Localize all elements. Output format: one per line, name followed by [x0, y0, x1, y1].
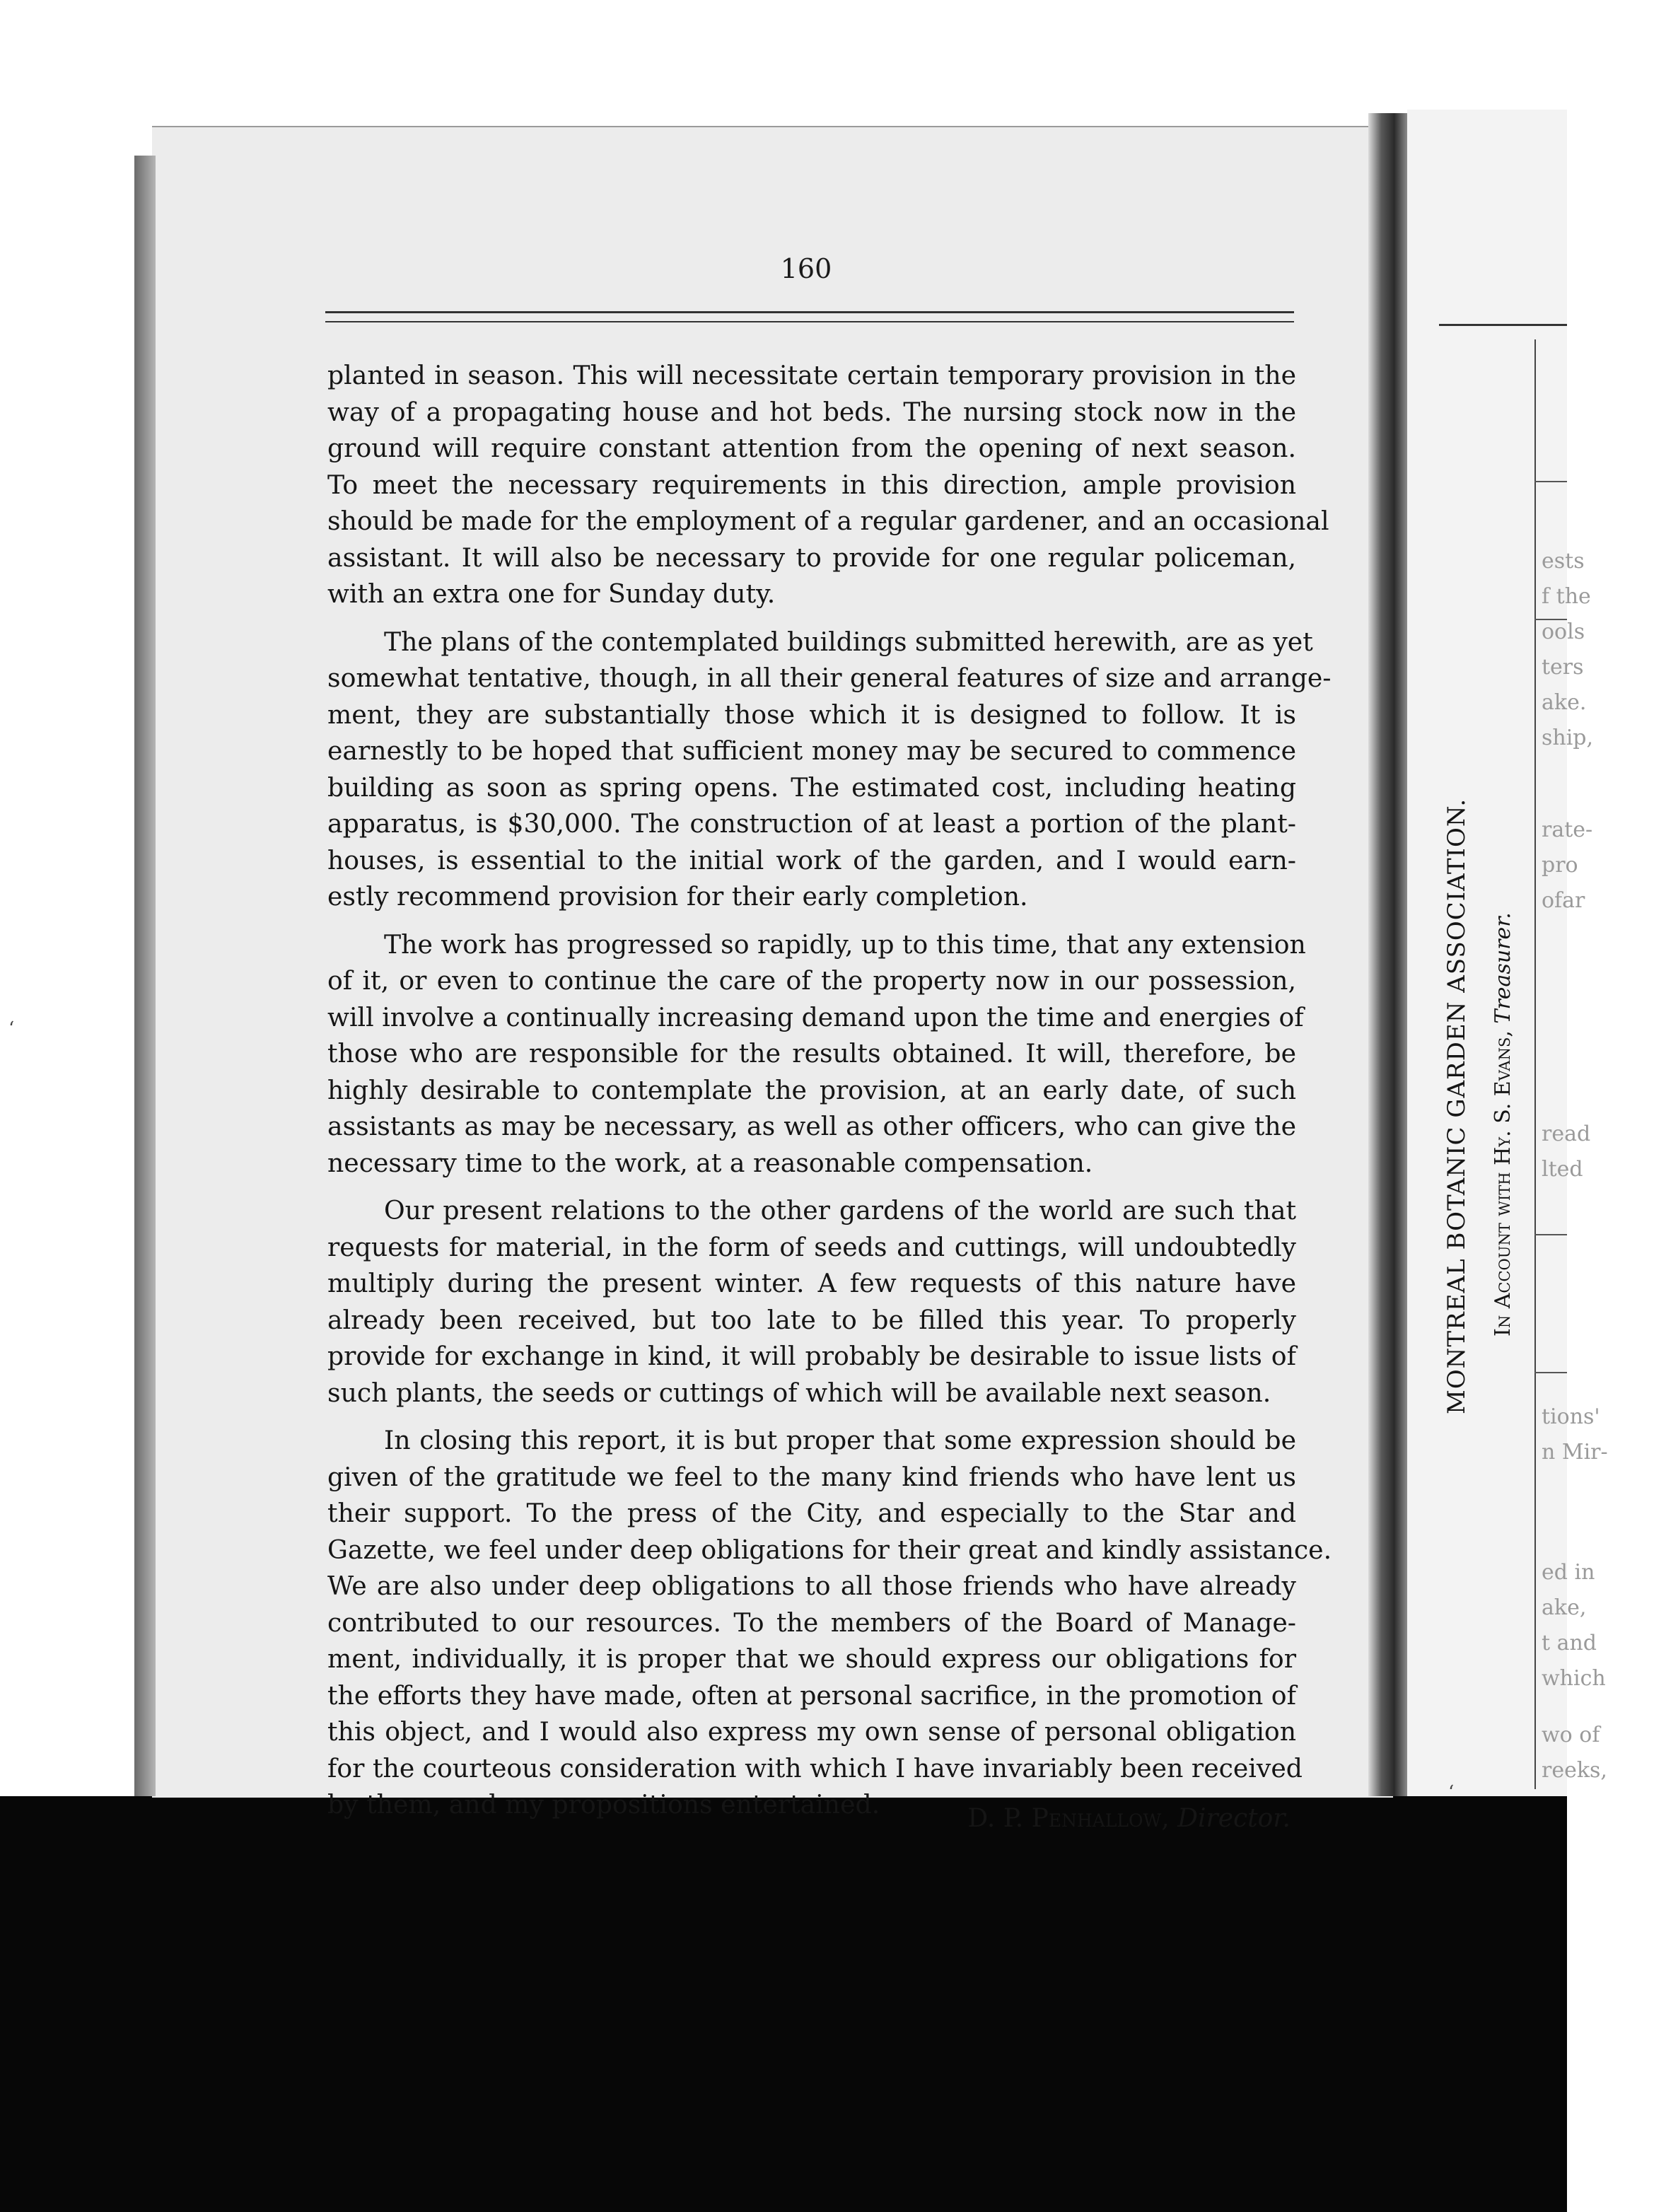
- text-line: for the courteous consideration with which I have invariably been received: [327, 1752, 1303, 1783]
- bleed-text: ed in: [1542, 1560, 1595, 1585]
- signature-name: D. P. Penhallow,: [967, 1804, 1170, 1833]
- text-line: The work has progressed so rapidly, up to this time, that any extension: [384, 929, 1306, 960]
- right-page: [1407, 110, 1567, 1796]
- text-line: this object, and I would also express my own sense of personal obligation: [327, 1716, 1296, 1747]
- text-line: building as soon as spring opens. The estimated cost, including heating: [327, 772, 1296, 803]
- paragraph-2: [327, 624, 1332, 915]
- paragraph-5: [327, 1422, 1332, 1823]
- speck-mark: ‘: [8, 1018, 15, 1040]
- paragraph-3: [327, 926, 1306, 1182]
- signature: [912, 1803, 1291, 1834]
- text-line: requests for material, in the form of seeds and cuttings, will undoubtedly: [327, 1231, 1296, 1262]
- text-line: Our present relations to the other gardens of the world are such that: [384, 1195, 1296, 1226]
- page-edge-shadow: [134, 156, 156, 1796]
- bleed-text: ters: [1542, 655, 1584, 680]
- facing-page-rule: [1439, 324, 1567, 326]
- text-line: ment, individually, it is proper that we should express our obligations for: [327, 1643, 1296, 1674]
- bleed-text: f the: [1542, 584, 1591, 609]
- text-line: planted in season. This will necessitate certain temporary provision in the: [327, 360, 1296, 390]
- bleed-text: lted: [1542, 1157, 1583, 1182]
- text-line: Gazette, we feel under deep obligations for their great and kindly assistance.: [327, 1534, 1332, 1565]
- text-line: apparatus, is $30,000. The construction of at least a portion of the plant-: [327, 808, 1296, 839]
- text-line: To meet the necessary requirements in this direction, ample provision: [327, 469, 1296, 500]
- paragraph-4: [327, 1192, 1296, 1411]
- text-line: way of a propagating house and hot beds. The nursing stock now in the: [327, 396, 1296, 427]
- scan-background: [0, 1796, 1567, 2212]
- text-line: given of the gratitude we feel to the many kind friends who have lent us: [327, 1461, 1296, 1492]
- bleed-text: ake.: [1542, 690, 1587, 715]
- text-line: contributed to our resources. To the members of the Board of Manage-: [327, 1607, 1296, 1638]
- ledger-column-line: [1534, 339, 1536, 1789]
- text-line: estly recommend provision for their early completion.: [327, 881, 1028, 912]
- text-line: their support. To the press of the City, and especially to the Star and: [327, 1498, 1296, 1528]
- text-line: highly desirable to contemplate the provision, at an early date, of such: [327, 1074, 1296, 1105]
- bleed-text: ofar: [1542, 888, 1585, 913]
- paragraph-1: [327, 357, 1329, 612]
- text-line: necessary time to the work, at a reasonable compensation.: [327, 1147, 1093, 1178]
- text-line: ground will require constant attention from the opening of next season.: [327, 433, 1296, 463]
- page-number: 160: [780, 253, 832, 284]
- text-line: ment, they are substantially those which it is designed to follow. It is: [327, 699, 1296, 730]
- text-line: should be made for the employment of a regular gardener, and an occasional: [327, 506, 1329, 536]
- bleed-text: tions': [1542, 1404, 1600, 1429]
- text-line: provide for exchange in kind, it will probably be desirable to issue lists of: [327, 1341, 1296, 1371]
- bleed-text: reeks,: [1542, 1758, 1607, 1783]
- text-line: multiply during the present winter. A few requests of this nature have: [327, 1268, 1296, 1298]
- text-line: In closing this report, it is but proper that some expression should be: [384, 1425, 1296, 1455]
- header-rule: [325, 311, 1294, 313]
- bleed-text: wo of: [1542, 1723, 1600, 1747]
- text-line: assistants as may be necessary, as well as other officers, who can give the: [327, 1111, 1296, 1141]
- text-line: assistant. It will also be necessary to provide for one regular policeman,: [327, 542, 1296, 573]
- bleed-text: t and: [1542, 1631, 1597, 1655]
- text-line: with an extra one for Sunday duty.: [327, 578, 776, 609]
- text-line: The plans of the contemplated buildings submitted herewith, are as yet: [384, 626, 1313, 657]
- text-line: will involve a continually increasing demand upon the time and energies of: [327, 1001, 1304, 1032]
- text-line: such plants, the seeds or cuttings of which will be available next season.: [327, 1377, 1271, 1408]
- bleed-text: ake,: [1542, 1595, 1587, 1620]
- report-text: [327, 357, 1332, 1823]
- text-line: houses, is essential to the initial work of the garden, and I would earn-: [327, 844, 1296, 875]
- text-line: those who are responsible for the results obtained. It will, therefore, be: [327, 1038, 1296, 1069]
- signature-role: Director.: [1177, 1804, 1291, 1833]
- text-line: earnestly to be hoped that sufficient money may be secured to commence: [327, 735, 1296, 766]
- subtitle-account: In Account with Hy. S. Evans,: [1491, 1030, 1515, 1337]
- text-line: the efforts they have made, often at personal sacrifice, in the promotion of: [327, 1680, 1296, 1711]
- bleed-text: ship,: [1542, 726, 1594, 750]
- text-line: somewhat tentative, though, in all their general features of size and arrange-: [327, 663, 1332, 693]
- ledger-row-line: [1534, 1372, 1567, 1373]
- ledger-row-line: [1534, 481, 1567, 482]
- text-line: by them, and my propositions entertained.: [327, 1789, 880, 1820]
- bleed-text: pro: [1542, 853, 1578, 878]
- subtitle-role: Treasurer.: [1491, 912, 1515, 1024]
- bleed-text: rate-: [1542, 817, 1593, 842]
- facing-page-title: MONTREAL BOTANIC GARDEN ASSOCIATION.: [1443, 798, 1471, 1414]
- text-line: We are also under deep obligations to all those friends who have already: [327, 1571, 1296, 1601]
- facing-page-subtitle: [1491, 912, 1515, 1337]
- speck-mark: ‘: [1448, 1782, 1455, 1803]
- bleed-text: n Mir-: [1542, 1440, 1608, 1465]
- bleed-text: ests: [1542, 549, 1585, 574]
- bleed-text: read: [1542, 1122, 1591, 1146]
- bleed-text: ools: [1542, 619, 1585, 644]
- book-gutter: [1368, 113, 1407, 1796]
- text-line: already been received, but too late to be filled this year. To properly: [327, 1304, 1296, 1335]
- text-line: of it, or even to continue the care of the property now in our possession,: [327, 965, 1296, 996]
- ledger-row-line: [1534, 1234, 1567, 1235]
- header-rule-thin: [325, 321, 1294, 322]
- bleed-text: which: [1542, 1666, 1606, 1691]
